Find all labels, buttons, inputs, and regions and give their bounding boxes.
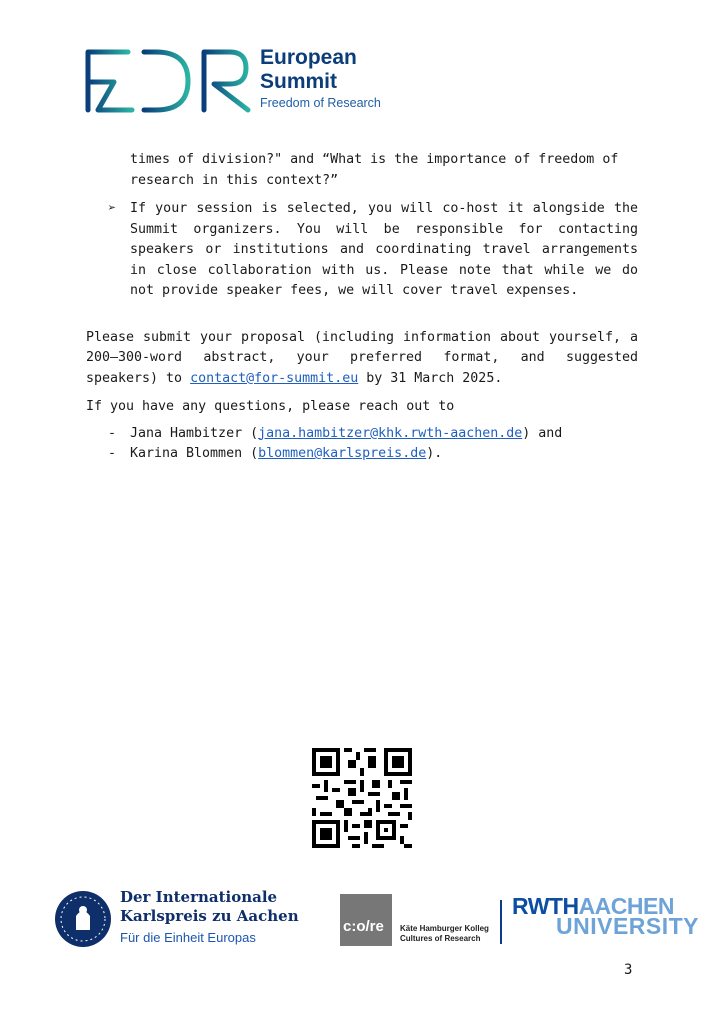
contact-email-link[interactable]: jana.hambitzer@khk.rwth-aachen.de [258, 425, 523, 441]
arrow-bullet-icon: ➢ [108, 201, 117, 216]
brand-line-2: Summit [260, 70, 338, 93]
contact-email-link[interactable]: blommen@karlspreis.de [258, 446, 427, 461]
footer-logos [0, 880, 724, 960]
aachen-text: AACHEN [578, 893, 674, 919]
submit-paragraph [86, 328, 638, 390]
questions-text: If you have any questions, please reach out to [86, 399, 455, 414]
rwth-logo [512, 893, 700, 939]
brand-line-3: Freedom of Research [260, 96, 381, 110]
list-item [86, 444, 638, 465]
brand-line-1: European [260, 46, 357, 69]
qr-code-icon[interactable] [312, 748, 412, 848]
document-body [86, 150, 638, 465]
contact-suffix: ) and [522, 425, 563, 441]
university-text: UNIVERSITY [556, 913, 700, 939]
bullet-item [86, 199, 638, 302]
for-logo-icon [84, 46, 252, 114]
submit-deadline: by 31 March 2025. [366, 370, 503, 386]
kate-line-1: Käte Hamburger Kolleg [400, 924, 489, 933]
bullet-text: If your session is selected, you will co-host it alongside the Summit organizers. You will be responsible for contacting speakers or institutions and coordinating travel arrangements in close collaboration with us. Please note that while we do not provide speaker fees, we will cover travel expenses. [130, 201, 638, 298]
karlspreis-line-1: Der Internationale [120, 888, 278, 906]
dash-bullet: - [108, 425, 117, 441]
continuation-text: times of division?" and “What is the importance of freedom of research in this context?” [130, 152, 619, 188]
kate-line-2: Cultures of Research [400, 934, 481, 943]
karlspreis-line-3: Für die Einheit Europas [120, 930, 256, 945]
karlspreis-line-2: Karlspreis zu Aachen [120, 907, 299, 925]
core-logo-text: c:o/re [343, 918, 384, 935]
submit-text: Please submit your proposal (including information about yourself, a 200–300-word abstract, your preferred format, and suggested speakers) to [86, 329, 638, 386]
submit-email-link[interactable]: contact@for-summit.eu [190, 370, 359, 386]
kate-hamburger-label [400, 924, 489, 944]
contact-list [86, 424, 638, 465]
karlspreis-seal-icon [54, 890, 112, 948]
list-item [86, 424, 638, 445]
contact-name: Karina Blommen ( [130, 446, 259, 461]
logo-divider [500, 900, 502, 944]
dash-bullet: - [108, 446, 117, 461]
page-number: 3 [624, 962, 633, 978]
contact-name: Jana Hambitzer ( [130, 425, 259, 441]
contact-suffix: ). [426, 446, 443, 461]
header-logo [84, 44, 424, 118]
rwth-text: RWTH [512, 893, 579, 919]
